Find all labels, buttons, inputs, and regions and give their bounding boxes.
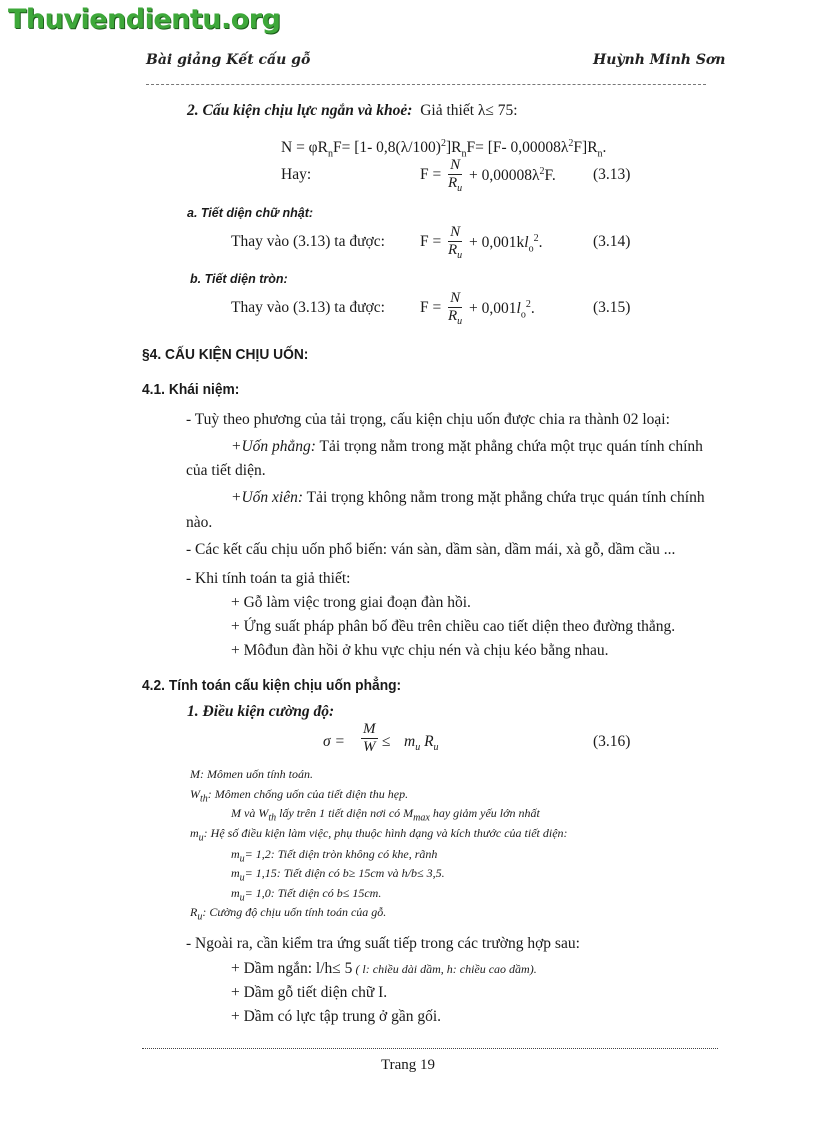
footer-divider <box>142 1048 718 1049</box>
header-divider <box>146 84 706 85</box>
shear-case-3: + Dầm có lực tập trung ở gần gối. <box>231 1008 441 1025</box>
eq314-rhs: + $0,001kl_o^2$. <box>469 233 543 255</box>
para-uon-xien: +Uốn xiên: Tải trọng không nằm trong mặt phẳng chứa trục quán tính chính <box>231 489 705 506</box>
para-common-structures: - Các kết cấu chịu uốn phổ biến: ván sàn, dầm sàn, dầm mái, xà gỗ, dầm cầu ... <box>186 541 676 558</box>
note-ru: $R_u$: Cường độ chịu uốn tính toán của gỗ. <box>190 905 387 923</box>
note-m: M: Mômen uốn tính toán. <box>190 767 313 781</box>
note-wth: $W_{th}$: Mômen chống uốn của tiết diện thu hẹp. <box>190 787 409 805</box>
para-uon-phang: +Uốn phẳng: Tải trọng nằm trong mặt phẳng chứa một trục quán tính chính <box>231 438 703 455</box>
eq316-number: (3.16) <box>593 733 631 750</box>
assumption-3: + Môđun đàn hồi ở khu vực chịu nén và chịu kéo bằng nhau. <box>231 642 609 659</box>
eq313-number: (3.13) <box>593 166 631 183</box>
note-mu-12: $m_u= 1,2$: Tiết diện tròn không có khe, rãnh <box>231 847 438 865</box>
part-b-heading: b. Tiết diện tròn: <box>190 272 288 286</box>
para-uon-phang-cont: của tiết diện. <box>186 462 266 479</box>
header-course-title: Bài giảng Kết cấu gỗ <box>146 52 311 68</box>
eq316-lhs: σ = <box>323 733 345 750</box>
eq313-rhs: + $0,00008\lambda^2F$. <box>469 166 556 185</box>
eq-n-formula: $N = \varphi R_nF= [1-$ $0,8(\lambda/100)^2]R_nF= [F-$ $0,00008\lambda^2F]R_n$. <box>281 138 607 160</box>
section-4-heading: §4. CẤU KIỆN CHỊU UỐN: <box>142 346 309 363</box>
eq315-rhs: + $0,001l_o^2$. <box>469 299 535 321</box>
part-a-heading: a. Tiết diện chữ nhật: <box>187 206 314 220</box>
eq315-number: (3.15) <box>593 299 631 316</box>
note-mu-115: $m_u= 1,15$: Tiết diện có b≥ 15cm và h/b≤ 3,5. <box>231 866 445 884</box>
eq314-number: (3.14) <box>593 233 631 250</box>
para-classification: - Tuỳ theo phương của tải trọng, cấu kiện chịu uốn được chia ra thành 02 loại: <box>186 411 670 428</box>
assumption-1: + Gỗ làm việc trong giai đoạn đàn hồi. <box>231 594 471 611</box>
para-uon-xien-cont: nào. <box>186 514 213 531</box>
para-assumptions: - Khi tính toán ta giả thiết: <box>186 570 351 587</box>
eq316-le: ≤ <box>382 733 391 750</box>
item2-heading: 2. Cấu kiện chịu lực ngắn và khoẻ: Giả thiết λ≤ 75: <box>187 102 518 119</box>
note-mu: $m_u$: Hệ số điều kiện làm việc, phụ thuộc hình dạng và kích thước của tiết diện: <box>190 826 568 844</box>
eq314-lhs: F = <box>420 233 442 250</box>
note-mu-10: $m_u= 1,0$: Tiết diện có b≤ 15cm. <box>231 886 382 904</box>
hay-label: Hay: <box>281 166 312 183</box>
shear-case-1: + Dầm ngắn: l/h≤ 5 ( l: chiều dài dầm, h: chiều cao dầm). <box>231 960 537 977</box>
assumption-2: + Ứng suất pháp phân bố đều trên chiều cao tiết diện theo đường thẳng. <box>231 618 676 635</box>
eq315-fraction: N $R_u$ <box>448 290 463 327</box>
eq315-lhs: F = <box>420 299 442 316</box>
section-4-1-heading: 4.1. Khái niệm: <box>142 381 240 398</box>
eq314-fraction: N $R_u$ <box>448 224 463 261</box>
page-number: Trang 19 <box>380 1057 436 1073</box>
eq316-fraction: M W <box>363 721 376 755</box>
para-shear-check: - Ngoài ra, cần kiểm tra ứng suất tiếp trong các trường hợp sau: <box>186 935 580 952</box>
header-author: Huỳnh Minh Sơn <box>593 52 726 68</box>
note-m-wth: M và $W_{th}$ lấy trên 1 tiết diện nơi có $M_{max}$ hay giảm yếu lớn nhất <box>231 806 540 824</box>
strength-condition-heading: 1. Điều kiện cường độ: <box>187 703 335 720</box>
eq313-lhs: F = <box>420 166 442 183</box>
shear-case-2: + Dầm gỗ tiết diện chữ I. <box>231 984 388 1001</box>
section-4-2-heading: 4.2. Tính toán cấu kiện chịu uốn phẳng: <box>142 677 402 694</box>
part-a-lead: Thay vào (3.13) ta được: <box>231 233 385 250</box>
eq316-rhs: $m_u$ $R_u$ <box>404 733 439 754</box>
part-b-lead: Thay vào (3.13) ta được: <box>231 299 385 316</box>
site-logo: Thuviendientu.org <box>8 4 281 35</box>
eq313-fraction: N $R_u$ <box>448 157 463 194</box>
